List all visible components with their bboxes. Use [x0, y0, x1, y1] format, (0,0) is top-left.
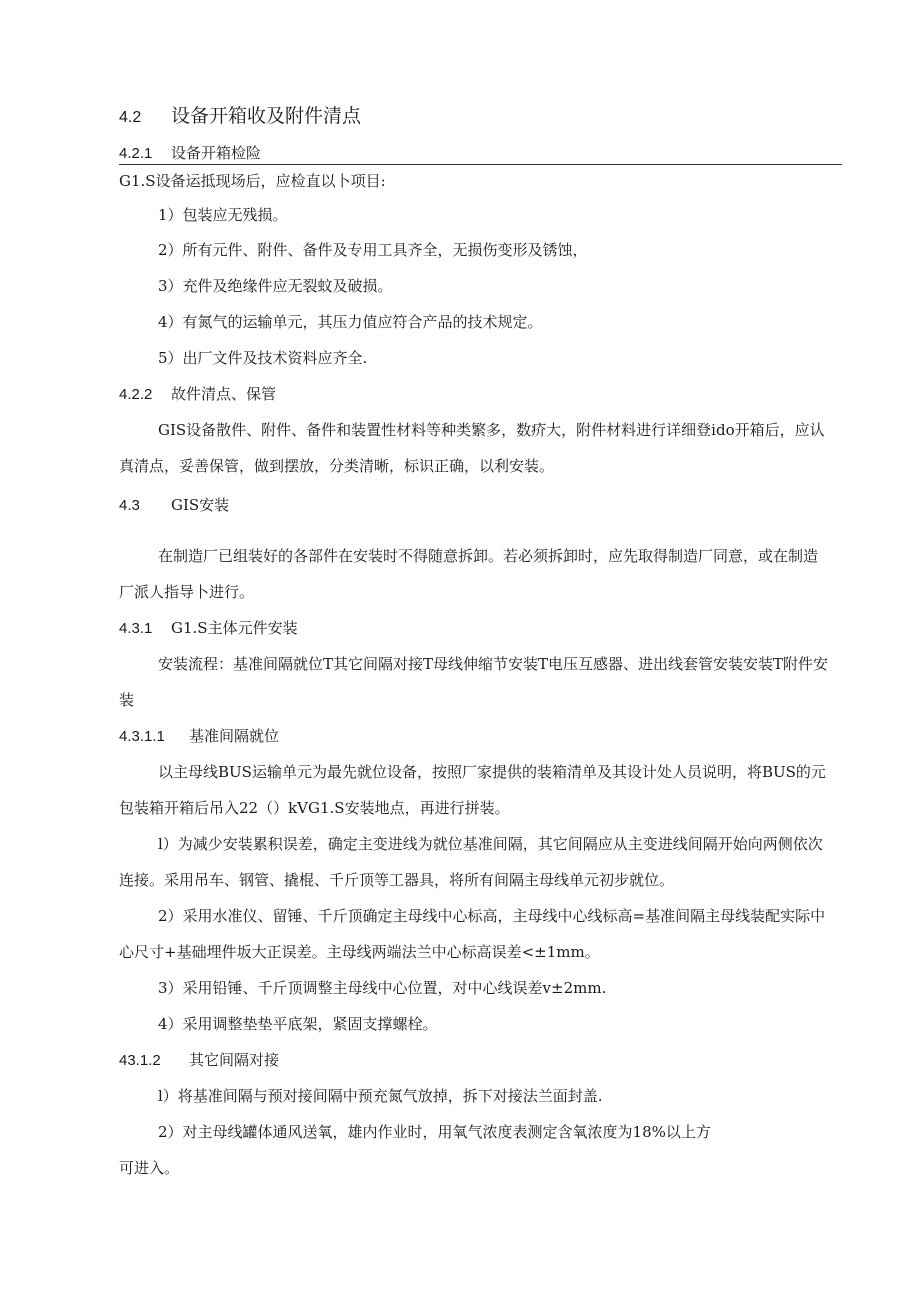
step-line: 2）对主母线罐体通风送氧，雄内作业时，用氧气浓度表测定含氧浓度为18%以上方: [158, 1123, 711, 1141]
check-item: 2）所有元件、附件、备件及专用工具齐全，无损伤变形及锈蚀，: [158, 241, 588, 259]
check-item: 4）有氮气的运输单元，其压力值应符合产品的技术规定。: [158, 313, 543, 331]
step-line: l）为减少安装累积误差，确定主变进线为就位基准间隔，其它间隔应从主变进线间隔开始向两侧依次: [158, 835, 823, 853]
paragraph-line: 装: [119, 691, 135, 709]
section-title: 基准间隔就位: [189, 727, 280, 745]
section-title: GIS安装: [171, 496, 230, 514]
check-item: 1）包装应无残损。: [158, 206, 288, 224]
step-line: 3）采用铅锤、千斤顶调整主母线中心位置，对中心线误差v±2mm.: [158, 979, 607, 997]
section-4-2-heading: [119, 104, 361, 130]
section-title: G1.S主体元件安装: [171, 619, 298, 637]
paragraph-line: 真清点，妥善保管，做到摆放，分类清晰，标识正确，以利安装。: [119, 457, 555, 475]
section-number: 4.3.1.1: [119, 728, 165, 745]
section-title: 故件清点、保管: [171, 385, 277, 403]
section-number: 4.3.1: [119, 620, 153, 637]
section-title: 设备开箱收及附件清点: [171, 105, 362, 127]
step-line: 可进入。: [119, 1159, 180, 1177]
section-title: 设备开箱检险: [171, 144, 262, 162]
section-number: 4.2.1: [119, 145, 153, 162]
section-4-3-1-heading: [119, 618, 298, 639]
section-4-2-1-heading: [119, 143, 261, 164]
section-4-3-heading: [119, 495, 229, 516]
step-line: l）将基准间隔与预对接间隔中预充氮气放掉，拆下对接法兰面封盖.: [158, 1087, 603, 1105]
section-number: 4.3: [119, 497, 140, 514]
step-line: 2）采用水准仪、留锤、千斤顶确定主母线中心标高，主母线中心线标高=基准间隔主母线装配实际中: [158, 907, 826, 925]
step-line: 连接。采用吊车、钢管、撬棍、千斤顶等工器具，将所有间隔主母线单元初步就位。: [119, 871, 675, 889]
paragraph-line: 安装流程：基准间隔就位T其它间隔对接T母线伸缩节安装T电压互感器、进出线套管安装安装T附件安: [158, 655, 829, 673]
section-number: 43.1.2: [119, 1052, 161, 1069]
paragraph-line: 厂派人指导卜进行。: [119, 583, 255, 601]
section-number: 4.2.2: [119, 386, 153, 403]
paragraph-line: 包装箱开箱后吊入22（）kVG1.S安装地点，再进行拼装。: [119, 799, 510, 817]
check-item: 5）出厂文件及技术资料应齐全.: [158, 349, 368, 367]
section-4-2-2-heading: [119, 384, 276, 405]
section-4-3-1-2-heading: [119, 1050, 279, 1071]
section-number: 4.2: [119, 109, 142, 126]
paragraph-line: 在制造厂已组装好的各部件在安装时不得随意拆卸。若必须拆卸时，应先取得制造厂同意，或在制造: [158, 547, 819, 565]
step-line: 心尺寸+基础埋件坂大正误差。主母线两端法兰中心标高误差<±1mm。: [119, 943, 600, 961]
header-rule: [119, 164, 842, 165]
check-item: 3）充件及绝缘件应无裂蚊及破损。: [158, 277, 393, 295]
section-4-3-1-1-heading: [119, 726, 279, 747]
paragraph-line: 以主母线BUS运输单元为最先就位设备，按照厂家提供的装箱清单及其设计处人员说明，将BUS的元: [158, 763, 826, 781]
paragraph-line: GIS设备散件、附件、备件和装置性材料等种类繁多，数疥大，附件材料进行详细登ido开箱后，应认: [158, 421, 825, 439]
section-title: 其它间隔对接: [189, 1051, 280, 1069]
step-line: 4）采用调整垫垫平底架，紧固支撑螺栓。: [158, 1015, 438, 1033]
intro-paragraph: G1.S设备运抵现场后，应检直以卜项目:: [119, 172, 386, 190]
